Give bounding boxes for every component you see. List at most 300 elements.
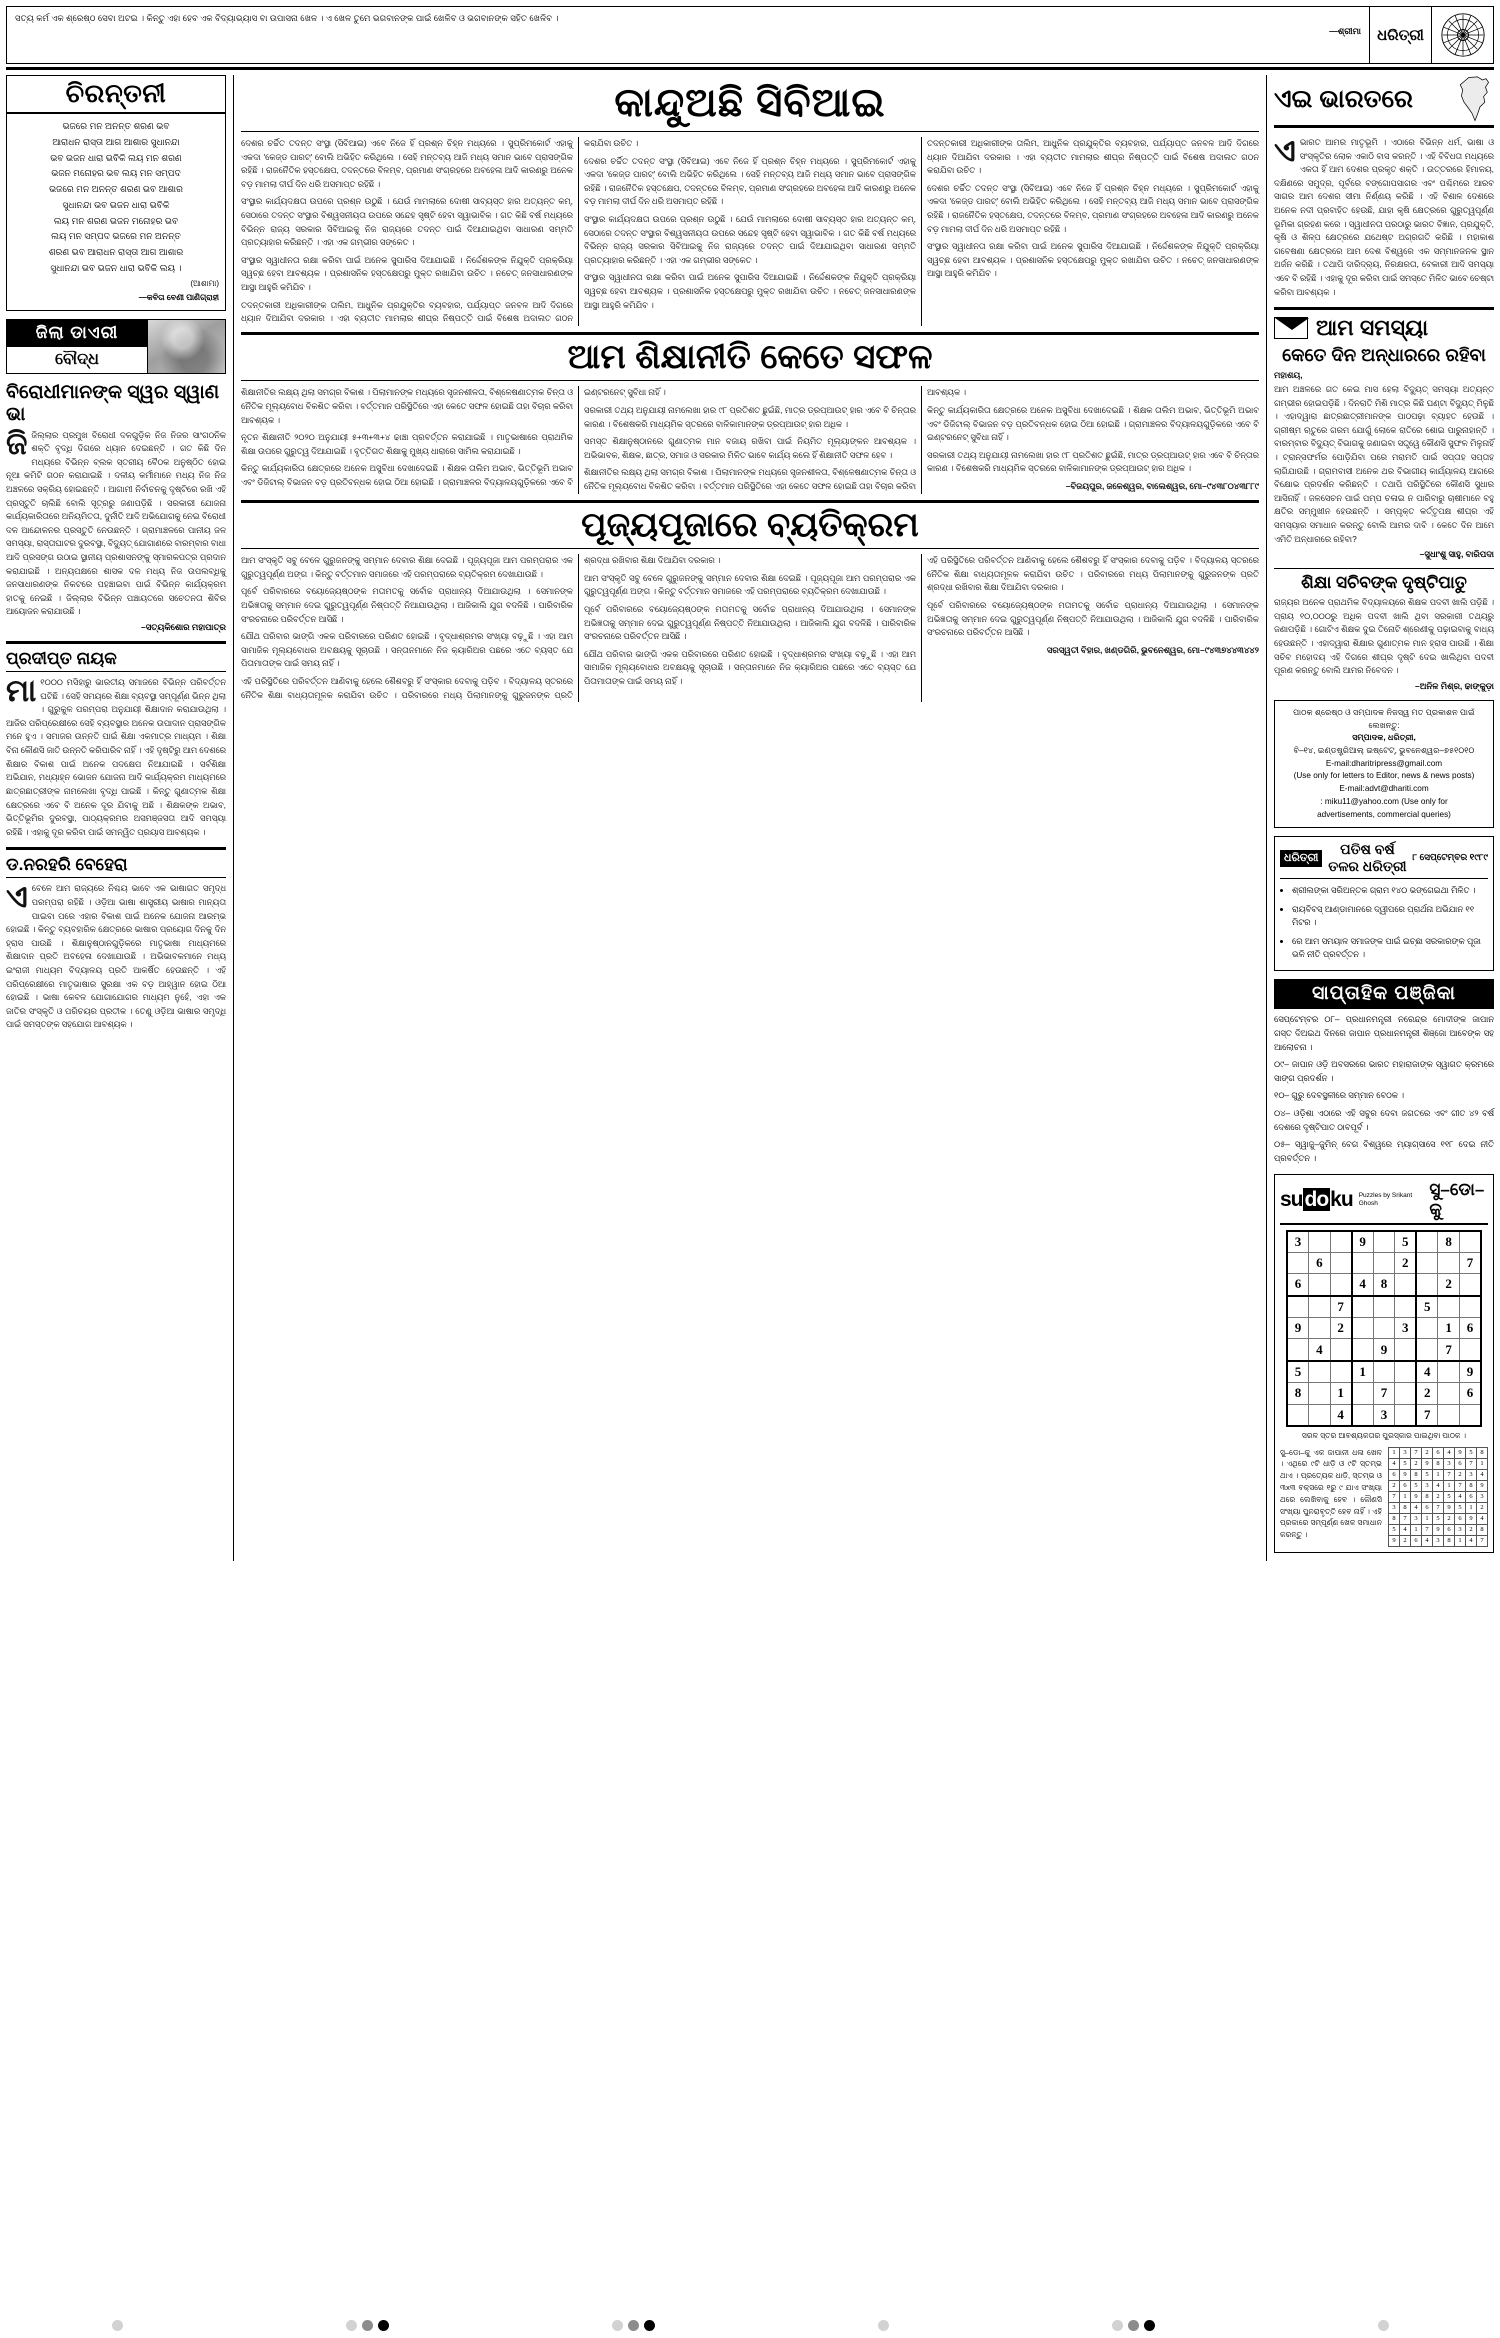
sudoku-cell[interactable]: 1 bbox=[1352, 1361, 1374, 1383]
dropcap: ଜି bbox=[6, 425, 28, 461]
sudoku-solution-cell: 2 bbox=[1444, 1513, 1455, 1524]
sudoku-solution-row bbox=[1389, 1469, 1488, 1480]
sudoku-cell[interactable]: 3 bbox=[1373, 1404, 1395, 1426]
panjika-item: ୦୫– ସ୍ୱାଜୁ–ଜୁମିନ୍ ବେଗ ବିଶ୍ୱରେ ମ୍ୟାଗ୍‌ସାସେ ୧୧୮ ଦେଇ ନୀତି ପ୍ରବର୍ତ୍ତନ । bbox=[1274, 1139, 1494, 1163]
story-para: କିନ୍ତୁ କାର୍ଯ୍ୟକାରିତା କ୍ଷେତ୍ରରେ ଅନେକ ଅସୁବିଧା ଦେଖାଦେଇଛି । ଶିକ୍ଷକ ତାଲିମ ଅଭାବ, ଭିତ୍ତିଭୂମି ଅଭାବ ଏବଂ ଡିଜିଟାଲ୍ ବିଭାଜନ ବଡ଼ ପ୍ରତିବନ୍ଧକ ହୋଇ ଠିଆ ହୋଇଛି । ଗ୍ରାମାଞ୍ଚଳର ବିଦ୍ୟାଳୟଗୁଡ଼ିକରେ ଏବେ ବି ଇଣ୍ଟରନେଟ୍ ସୁବିଧା ନାହିଁ । bbox=[927, 404, 1259, 443]
sudoku-solution-cell: 1 bbox=[1477, 1458, 1488, 1469]
sudoku-cell[interactable] bbox=[1373, 1361, 1395, 1383]
sudoku-cell[interactable] bbox=[1438, 1361, 1460, 1383]
problem-salutation: ମହାଶୟ, bbox=[1274, 370, 1303, 381]
wheel-svg bbox=[1440, 12, 1486, 58]
article-birodhi-text: ଜିଲ୍ଲାର ପ୍ରମୁଖ ବିରୋଧୀ ଦଳଗୁଡ଼ିକ ନିଜ ନିଜର ସାଂଗଠନିକ ଶକ୍ତି ବୃଦ୍ଧି ଦିଗରେ ଧ୍ୟାନ ଦେଇଛନ୍ତି । ଗତ କିଛି ଦିନ ମଧ୍ୟରେ ବିଭିନ୍ନ ବ୍ଲକ ସ୍ତରୀୟ ବୈଠକ ଅନୁଷ୍ଠିତ ହୋଇ ନୂଆ କମିଟି ଗଠନ କରାଯାଇଛି । ଦଳୀୟ କର୍ମୀମାନେ ମଧ୍ୟ ନିଜ ନିଜ ଅଞ୍ଚଳରେ ସକ୍ରିୟ ହୋଇଛନ୍ତି । ଆଗାମୀ ନିର୍ବାଚନକୁ ଦୃଷ୍ଟିରେ ରଖି ଏହି ପ୍ରସ୍ତୁତି ଚାଲିଛି ବୋଲି ସୂତ୍ରରୁ ଜଣାପଡ଼ିଛି । ସରକାରୀ ଯୋଜନା କାର୍ଯ୍ୟକାରିତାରେ ଅନିୟମିତତା, ଦୁର୍ନୀତି ଆଦି ଅଭିଯୋଗକୁ ନେଇ ବିରୋଧୀ ଦଳ ଆନ୍ଦୋଳନର ପ୍ରସ୍ତୁତି ନେଉଛନ୍ତି । ଗ୍ରାମାଞ୍ଚଳରେ ପାନୀୟ ଜଳ ସମସ୍ୟା, ରାସ୍ତାଘାଟର ଦୁରବସ୍ଥା, ବିଦ୍ୟୁତ୍ ଯୋଗାଣରେ ବାରମ୍ବାର ବାଧା ଆଦି ପ୍ରସଙ୍ଗ ଉଠାଇ ସ୍ଥାନୀୟ ପ୍ରଶାସନଙ୍କୁ ସ୍ମାରକପତ୍ର ପ୍ରଦାନ କରାଯାଇଛି । ଅନ୍ୟପକ୍ଷରେ ଶାସକ ଦଳ ମଧ୍ୟ ନିଜ ଉପଲବ୍ଧିକୁ ଜନସାଧାରଣଙ୍କ ନିକଟରେ ପହଞ୍ଚାଇବା ପାଇଁ ବିଭିନ୍ନ କାର୍ଯ୍ୟକ୍ରମ ହାତକୁ ନେଇଛି । ଜିଲ୍ଲାର ବିଭିନ୍ନ ପଞ୍ଚାୟତରେ ସଚେତନତା ଶିବିର ଆୟୋଜନ କରାଯାଉଛି । bbox=[6, 429, 226, 617]
sudoku-cell[interactable] bbox=[1287, 1339, 1309, 1361]
sudoku-solution-cell: 3 bbox=[1444, 1458, 1455, 1469]
sudoku-cell[interactable]: 9 bbox=[1287, 1317, 1309, 1339]
sudoku-cell[interactable] bbox=[1352, 1339, 1374, 1361]
sudoku-cell[interactable]: 2 bbox=[1416, 1382, 1438, 1404]
sudoku-cell[interactable]: 8 bbox=[1287, 1382, 1309, 1404]
sudoku-solution-cell: 7 bbox=[1433, 1502, 1444, 1513]
story-para: ଯୌଥ ପରିବାର ଭାଙ୍ଗି ଏକକ ପରିବାରରେ ପରିଣତ ହୋଇଛି । ବୃଦ୍ଧାଶ୍ରମର ସଂଖ୍ୟା ବଢ଼ୁଛି । ଏହା ଆମ ସାମାଜିକ ମୂଲ୍ୟବୋଧର ଅବକ୍ଷୟକୁ ସୂଚାଉଛି । ସନ୍ତାନମାନେ ନିଜ କ୍ୟାରିଅର ପଛରେ ଏତେ ବ୍ୟସ୍ତ ଯେ ପିତାମାତାଙ୍କ ପାଇଁ ସମୟ ନାହିଁ । bbox=[241, 631, 573, 669]
story-para: ଶିକ୍ଷାନୀତିର ଲକ୍ଷ୍ୟ ଥିଲା ସମଗ୍ର ବିକାଶ । ପିଲାମାନଙ୍କ ମଧ୍ୟରେ ସୃଜନଶୀଳତା, ବିଶ୍ଳେଷଣାତ୍ମକ ଚିନ୍ତା ଓ ନୈତିକ ମୂଲ୍ୟବୋଧ ବିକଶିତ କରିବା । ବର୍ତ୍ତମାନ ପରିସ୍ଥିତିରେ ଏହା କେତେ ସଫଳ ହୋଇଛି ତାହା ବିଚାର କରିବା ଆବଶ୍ୟକ । bbox=[241, 387, 573, 425]
sudoku-cell[interactable] bbox=[1416, 1252, 1438, 1274]
sudoku-solution-cell: 4 bbox=[1422, 1535, 1433, 1546]
sudoku-cell[interactable]: 5 bbox=[1287, 1361, 1309, 1383]
sudoku-solution-row bbox=[1389, 1524, 1488, 1535]
article-pradipta-body bbox=[6, 673, 226, 839]
sudoku-solution-cell: 3 bbox=[1433, 1535, 1444, 1546]
sudoku-logo-su: su bbox=[1280, 1187, 1303, 1211]
sudoku-cell[interactable] bbox=[1330, 1274, 1352, 1296]
contact-email[interactable]: E-mail:advt@dhariti.com bbox=[1339, 784, 1429, 794]
article-birodhi-attrib: –ସତ୍ୟକିଶୋର ମହାପାତ୍ର bbox=[140, 622, 226, 633]
sudoku-cell[interactable]: 7 bbox=[1438, 1339, 1460, 1361]
sudoku-solution-cell: 6 bbox=[1466, 1491, 1477, 1502]
contact-line: ସମ୍ପାଦକ, ଧରିତ୍ରୀ, bbox=[1352, 733, 1416, 743]
story-education-attrib: –ବିଜୟପୁର, ଜଳେଶ୍ୱର, ବାଲେଶ୍ୱର, ମୋ–୯୪୩୮୦୪୩୮୮୯ bbox=[1065, 480, 1259, 491]
archive-logo: ଧରିତ୍ରୀ bbox=[1280, 850, 1322, 867]
sudoku-solution-cell: 2 bbox=[1389, 1480, 1400, 1491]
reg-group bbox=[1378, 2320, 1389, 2331]
sudoku-solution-cell: 3 bbox=[1477, 1491, 1488, 1502]
sudoku-credit: Puzzles by Srikant Ghosh bbox=[1358, 1192, 1413, 1207]
sudoku-solution-cell: 8 bbox=[1466, 1480, 1477, 1491]
sudoku-cell[interactable] bbox=[1438, 1252, 1460, 1274]
sudoku-cell[interactable]: 6 bbox=[1459, 1382, 1481, 1404]
sudoku-cell[interactable] bbox=[1395, 1382, 1417, 1404]
story-para: ତଦନ୍ତକାରୀ ଅଧିକାରୀଙ୍କ ତାଲିମ, ଆଧୁନିକ ପ୍ରଯୁକ୍ତିର ବ୍ୟବହାର, ପର୍ଯ୍ୟାପ୍ତ ଜନବଳ ଆଦି ଦିଗରେ ଧ୍ୟାନ ଦିଆଯିବା ଦରକାର । ଏହା ବ୍ୟତୀତ ମାମଲାର ଶୀଘ୍ର ନିଷ୍ପତ୍ତି ପାଇଁ ବିଶେଷ ଅଦାଲତ ଗଠନ କରାଯିବା ଉଚିତ । bbox=[241, 138, 639, 324]
sudoku-solution-cell: 8 bbox=[1389, 1513, 1400, 1524]
sudoku-cell[interactable] bbox=[1438, 1296, 1460, 1318]
sudoku-cell[interactable] bbox=[1309, 1361, 1331, 1383]
problem-attrib: –ସୁଧାଂଶୁ ସାହୁ, ବାରିପଦା bbox=[1419, 549, 1494, 560]
sudoku-solution-cell: 7 bbox=[1411, 1447, 1422, 1458]
story-para: ପୂର୍ବେ ପରିବାରରେ ବୟୋଜ୍ୟେଷ୍ଠଙ୍କ ମତାମତକୁ ସର୍ବୋଚ୍ଚ ପ୍ରାଧାନ୍ୟ ଦିଆଯାଉଥିଲା । ସେମାନଙ୍କ ଅଭିଜ୍ଞତାକୁ ସମ୍ମାନ ଦେଇ ଗୁରୁତ୍ୱପୂର୍ଣ୍ଣ ନିଷ୍ପତ୍ତି ନିଆଯାଉଥିଲା । ଆଜିକାଲି ଯୁଗ ବଦଳିଛି । ପାରିବାରିକ ସଂରଚନାରେ ପରିବର୍ତ୍ତନ ଆସିଛି । bbox=[241, 586, 573, 624]
story-para: ଆମ ସଂସ୍କୃତି ସବୁ ବେଳେ ଗୁରୁଜନଙ୍କୁ ସମ୍ମାନ ଦେବାର ଶିକ୍ଷା ଦେଇଛି । ପୂଜ୍ୟପୂଜା ଆମ ପରମ୍ପରାର ଏକ ଗୁରୁତ୍ୱପୂର୍ଣ୍ଣ ଅଙ୍ଗ । କିନ୍ତୁ ବର୍ତ୍ତମାନ ସମାଜରେ ଏହି ପରମ୍ପରାରେ ବ୍ୟତିକ୍ରମ ଦେଖାଯାଉଛି । bbox=[241, 555, 573, 579]
archive-item: • ରେ ଆମ ସମୟାଳ ସମାଜଙ୍କ ପାଇଁ ଇଚ୍ଛା ସରକାରଙ୍କ ପୂଜା ଭଳି ନୀତି ପ୍ରବର୍ତ୍ତନ । bbox=[1292, 935, 1488, 962]
sudoku-solution-cell: 5 bbox=[1433, 1513, 1444, 1524]
sudoku-cell[interactable]: 9 bbox=[1373, 1339, 1395, 1361]
sudoku-cell[interactable] bbox=[1416, 1274, 1438, 1296]
sudoku-solution-cell: 9 bbox=[1455, 1447, 1466, 1458]
sudoku-solution-cell: 2 bbox=[1466, 1524, 1477, 1535]
sudoku-solution-cell: 4 bbox=[1477, 1513, 1488, 1524]
panjika-item: ୧୦– ଗୁରୁ ଦେବସ୍ଥଳୀରେ ସମ୍ମାନ ବେଠକ । bbox=[1274, 1090, 1405, 1101]
sudoku-cell[interactable] bbox=[1309, 1404, 1331, 1426]
sudoku-solution-cell: 4 bbox=[1411, 1502, 1422, 1513]
sudoku-solution-cell: 6 bbox=[1444, 1524, 1455, 1535]
sudoku-solution-cell: 1 bbox=[1444, 1480, 1455, 1491]
sudoku-cell[interactable]: 7 bbox=[1330, 1296, 1352, 1318]
sudoku-row bbox=[1287, 1382, 1481, 1404]
sudoku-cell[interactable]: 7 bbox=[1459, 1252, 1481, 1274]
story-para: ସଂସ୍ଥାର ସ୍ୱାଧୀନତା ରକ୍ଷା କରିବା ପାଇଁ ଅନେକ ସୁପାରିସ ଦିଆଯାଇଛି । ନିର୍ଦ୍ଦେଶକଙ୍କ ନିଯୁକ୍ତି ପ୍ରକ୍ରିୟା ସ୍ୱଚ୍ଛ ହେବା ଆବଶ୍ୟକ । ପ୍ରଶାସନିକ ହସ୍ତକ୍ଷେପରୁ ମୁକ୍ତ ରଖାଯିବା ଉଚିତ । ନଚେତ୍ ଜନସାଧାରଣଙ୍କ ଆସ୍ଥା ଆହୁରି କମିଯିବ । bbox=[241, 254, 573, 293]
sudoku-cell[interactable]: 3 bbox=[1395, 1317, 1417, 1339]
story-para: ଯୌଥ ପରିବାର ଭାଙ୍ଗି ଏକକ ପରିବାରରେ ପରିଣତ ହୋଇଛି । ବୃଦ୍ଧାଶ୍ରମର ସଂଖ୍ୟା ବଢ଼ୁଛି । ଏହା ଆମ ସାମାଜିକ ମୂଲ୍ୟବୋଧର ଅବକ୍ଷୟକୁ ସୂଚାଉଛି । ସନ୍ତାନମାନେ ନିଜ କ୍ୟାରିଅର ପଛରେ ଏତେ ବ୍ୟସ୍ତ ଯେ ପିତାମାତାଙ୍କ ପାଇଁ ସମୟ ନାହିଁ । bbox=[584, 648, 916, 686]
contact-email[interactable]: : miku11@yahoo.com (Use only for bbox=[1320, 796, 1448, 806]
story-para: ଦେଶର ଚର୍ଚ୍ଚିତ ତଦନ୍ତ ସଂସ୍ଥା (ସିବିଆଇ) ଏବେ ନିଜେ ହିଁ ପ୍ରଶ୍ନ ଚିହ୍ନ ମଧ୍ୟରେ । ସୁପ୍ରିମକୋର୍ଟ ଏହାକୁ ଏକଦା 'କେଜ୍‌ଡ ପାରଟ୍' ବୋଲି ଅଭିହିତ କରିଥିଲେ । ସେହି ମନ୍ତବ୍ୟ ଆଜି ମଧ୍ୟ ସମାନ ଭାବେ ପ୍ରାସଙ୍ଗିକ ରହିଛି । ରାଜନୈତିକ ହସ୍ତକ୍ଷେପ, ତଦନ୍ତରେ ବିଳମ୍ବ, ପ୍ରମାଣ ସଂଗ୍ରହରେ ଅବହେଳା ଆଦି କାରଣରୁ ଅନେକ ବଡ଼ ମାମଲା ଦୀର୍ଘ ଦିନ ଧରି ଅସମାପ୍ତ ରହିଛି । bbox=[241, 138, 573, 189]
sudoku-solution-row bbox=[1389, 1513, 1488, 1524]
archive-date: ୮ ସେପ୍ଟେମ୍ବର ୧୯୮୯ bbox=[1412, 852, 1488, 863]
sudoku-cell[interactable] bbox=[1352, 1404, 1374, 1426]
sudoku-solution-wrap bbox=[1280, 1447, 1488, 1547]
sudoku-cell[interactable] bbox=[1352, 1317, 1374, 1339]
konark-wheel-icon bbox=[1431, 7, 1493, 63]
sudoku-header bbox=[1280, 1180, 1488, 1225]
sudoku-cell[interactable]: 6 bbox=[1287, 1274, 1309, 1296]
sudoku-solution-cell: 8 bbox=[1422, 1491, 1433, 1502]
sudoku-cell[interactable] bbox=[1459, 1339, 1481, 1361]
sudoku-solution-row bbox=[1389, 1480, 1488, 1491]
sudoku-cell[interactable] bbox=[1373, 1231, 1395, 1253]
story-para: ଏହି ପରିସ୍ଥିତିରେ ପରିବର୍ତ୍ତନ ଆଣିବାକୁ ହେଲେ ଶୈଶବରୁ ହିଁ ସଂସ୍କାର ଦେବାକୁ ପଡ଼ିବ । ବିଦ୍ୟାଳୟ ସ୍ତରରେ ନୈତିକ ଶିକ୍ଷା ବାଧ୍ୟତାମୂଳକ କରାଯିବା ଉଚିତ । ପରିବାରରେ ମଧ୍ୟ ପିଲାମାନଙ୍କୁ ଗୁରୁଜନଙ୍କ ପ୍ରତି ଶ୍ରଦ୍ଧା ରଖିବାର ଶିକ୍ଷା ଦିଆଯିବା ଦରକାର । bbox=[927, 555, 1259, 593]
buddha-photo bbox=[147, 320, 225, 373]
sudoku-row bbox=[1287, 1274, 1481, 1296]
jila-diary-band: ଜିଲା ଡାଏରୀ bbox=[7, 320, 147, 346]
sudoku-cell[interactable]: 8 bbox=[1438, 1231, 1460, 1253]
headline-pujya: ପୂଜ୍ୟପୂଜାରେ ବ୍ୟତିକ୍ରମ bbox=[581, 505, 919, 544]
article-narahari bbox=[6, 855, 226, 1032]
article-narahari-body bbox=[6, 879, 226, 1032]
sudoku-cell[interactable]: 4 bbox=[1330, 1404, 1352, 1426]
ei-bharatare-body bbox=[1274, 133, 1494, 299]
top-quote-strip bbox=[6, 6, 1494, 64]
reg-group bbox=[612, 2320, 655, 2331]
dropcap: ଏ bbox=[6, 879, 28, 915]
sudoku-solution-cell: 5 bbox=[1411, 1480, 1422, 1491]
sudoku-row bbox=[1287, 1252, 1481, 1274]
sudoku-solution-cell: 6 bbox=[1411, 1535, 1422, 1546]
sudoku-cell[interactable] bbox=[1459, 1231, 1481, 1253]
sudoku-solution-cell: 7 bbox=[1466, 1458, 1477, 1469]
sudoku-cell[interactable] bbox=[1416, 1317, 1438, 1339]
sudoku-cell[interactable] bbox=[1309, 1296, 1331, 1318]
poem-line: ସୁଧାନନ୍ଦା ଭବ ଭଜନ ଧାରା ଭବିକି ଲୟ । bbox=[50, 262, 182, 273]
sudoku-cell[interactable]: 5 bbox=[1416, 1296, 1438, 1318]
center-column bbox=[234, 75, 1266, 1561]
sudoku-cell[interactable]: 4 bbox=[1416, 1361, 1438, 1383]
sudoku-solution-cell: 1 bbox=[1466, 1502, 1477, 1513]
sudoku-solution-cell: 6 bbox=[1455, 1513, 1466, 1524]
left-column bbox=[6, 75, 234, 1561]
dropcap: ଏ bbox=[1274, 133, 1296, 168]
sudoku-solution-cell: 7 bbox=[1455, 1480, 1466, 1491]
archive-list bbox=[1280, 884, 1488, 961]
panjika-item: ସେପ୍ଟେମ୍ବର ୦୮– ପ୍ରଧାନମନ୍ତ୍ରୀ ନରେନ୍ଦ୍ର ମୋଦୀଙ୍କ ଜାପାନ ଗସ୍ତ ଦିଅଇଥ ଦିନରେ ଜାପାନ ପ୍ରଧାନମନ୍ତ୍ରୀ ଶିଞ୍ଜୋ ଆବେଙ୍କ ସହ ଆଲୋଚନା । bbox=[1274, 1014, 1494, 1052]
sudoku-cell[interactable] bbox=[1352, 1382, 1374, 1404]
sudoku-solution-cell: 7 bbox=[1389, 1491, 1400, 1502]
sudoku-solution-cell: 1 bbox=[1422, 1513, 1433, 1524]
sudoku-cell[interactable]: 7 bbox=[1373, 1382, 1395, 1404]
sudoku-solution-row bbox=[1389, 1502, 1488, 1513]
sudoku-logo bbox=[1280, 1188, 1353, 1212]
sudoku-solution-cell: 2 bbox=[1400, 1535, 1411, 1546]
article-birodhi-body bbox=[6, 425, 226, 620]
panjika-item: ୦୯– ଜାପାନ ଓଡ଼ି ଅବସରରେ ଭାରତ ମହାରାଜାଙ୍କ ସ୍ୱାଗତ କ୍ରମରେ ସାଙ୍ଗ ପ୍ରଦର୍ଶନ । bbox=[1274, 1059, 1494, 1083]
sudoku-solution-cell: 3 bbox=[1422, 1480, 1433, 1491]
contact-line: (Use only for letters to Editor, news & news posts) bbox=[1293, 771, 1475, 781]
sudoku-row bbox=[1287, 1404, 1481, 1426]
sudoku-solution-cell: 8 bbox=[1400, 1502, 1411, 1513]
sudoku-solution-cell: 9 bbox=[1444, 1502, 1455, 1513]
sudoku-cell[interactable]: 9 bbox=[1352, 1231, 1374, 1253]
quote-body: ସତ୍ୟ କର୍ମ ଏକ ଶ୍ରେଷ୍ଠ ସେବା ଅଟଇ । କିନ୍ତୁ ଏହା ହେବ ଏକ ବିଦ୍ୟାଭ୍ୟାସ ବା ଉପାସନା ଖେଳ । ଏ ଖେଳ ତୁମେ ଭଗବାନଙ୍କ ପାଇଁ ଖେଳିବ ଓ ଭଗବାନଙ୍କ ସହିତ ଖେଳିବ । bbox=[15, 13, 559, 23]
sudoku-cell[interactable] bbox=[1309, 1382, 1331, 1404]
edu-title: ଶିକ୍ଷା ସଚିବଙ୍କ ଦୃଷ୍ଟିପାତୁ bbox=[1301, 573, 1467, 593]
story-cbi-body bbox=[241, 137, 1259, 326]
sudoku-cell[interactable]: 7 bbox=[1416, 1404, 1438, 1426]
story-pujya-body bbox=[241, 554, 1259, 702]
sudoku-cell[interactable]: 9 bbox=[1459, 1361, 1481, 1383]
envelope-icon bbox=[1274, 317, 1308, 339]
sudoku-solution-cell: 9 bbox=[1477, 1480, 1488, 1491]
sudoku-solution-cell: 8 bbox=[1411, 1469, 1422, 1480]
sudoku-solution-cell: 3 bbox=[1389, 1502, 1400, 1513]
top-quote-text bbox=[7, 7, 1369, 63]
sudoku-cell[interactable] bbox=[1287, 1404, 1309, 1426]
sudoku-cell[interactable] bbox=[1373, 1252, 1395, 1274]
sudoku-solution-cell: 9 bbox=[1411, 1491, 1422, 1502]
sudoku-solution-cell: 7 bbox=[1422, 1524, 1433, 1535]
sudoku-solution-cell: 7 bbox=[1400, 1513, 1411, 1524]
sudoku-logo-ku: ku bbox=[1330, 1187, 1353, 1211]
sudoku-solution-cell: 1 bbox=[1455, 1535, 1466, 1546]
main-grid bbox=[6, 75, 1494, 1561]
sudoku-solution-cell: 9 bbox=[1389, 1535, 1400, 1546]
problem-body bbox=[1274, 369, 1494, 546]
article-birodhi-title: ବିରୋଧୀମାନଙ୍କ ସ୍ୱର ସ୍ୱାଣ bbox=[6, 381, 220, 403]
sudoku-cell[interactable] bbox=[1373, 1317, 1395, 1339]
sudoku-solution-cell: 8 bbox=[1477, 1524, 1488, 1535]
sudoku-cell[interactable]: 2 bbox=[1330, 1317, 1352, 1339]
poem-line: ଭଜରେ ମନ ଅନନ୍ତ ଶରଣ ଭବ bbox=[62, 121, 170, 131]
sudoku-cell[interactable] bbox=[1330, 1339, 1352, 1361]
sudoku-solution-cell: 6 bbox=[1455, 1458, 1466, 1469]
sudoku-cell[interactable] bbox=[1309, 1317, 1331, 1339]
sudoku-solution-cell: 5 bbox=[1444, 1491, 1455, 1502]
sudoku-cell[interactable]: 2 bbox=[1395, 1252, 1417, 1274]
sudoku-solution-cell: 2 bbox=[1422, 1447, 1433, 1458]
sudoku-cell[interactable]: 6 bbox=[1459, 1317, 1481, 1339]
sudoku-solution-cell: 6 bbox=[1433, 1447, 1444, 1458]
ama-samasya-band: ଆମ ସମସ୍ୟା bbox=[1316, 315, 1429, 341]
sudoku-solution-cell: 8 bbox=[1433, 1458, 1444, 1469]
sudoku-solution-cell: 4 bbox=[1433, 1480, 1444, 1491]
sudoku-cell[interactable]: 4 bbox=[1352, 1274, 1374, 1296]
sudoku-cell[interactable] bbox=[1395, 1404, 1417, 1426]
sudoku-solution-cell: 2 bbox=[1433, 1491, 1444, 1502]
sudoku-cell[interactable] bbox=[1438, 1404, 1460, 1426]
sudoku-cell[interactable] bbox=[1438, 1382, 1460, 1404]
sudoku-solution-cell: 5 bbox=[1455, 1502, 1466, 1513]
sudoku-solution-cell: 3 bbox=[1411, 1513, 1422, 1524]
sudoku-cell[interactable]: 1 bbox=[1438, 1317, 1460, 1339]
ei-bharatare-text: ଭାରତ ଆମର ମାତୃଭୂମି । ଏଠାରେ ବିଭିନ୍ନ ଧର୍ମ, ଭାଷା ଓ ସଂସ୍କୃତିର ଲୋକ ଏକାଠି ବାସ କରନ୍ତି । ଏହି ବିବିଧତା ମଧ୍ୟରେ ଏକତା ହିଁ ଆମ ଦେଶର ପ୍ରକୃତ ଶକ୍ତି । ଉତ୍ତରରେ ହିମାଳୟ, ଦକ୍ଷିଣରେ ସମୁଦ୍ର, ପୂର୍ବରେ ବଙ୍ଗୋପସାଗର ଏବଂ ପଶ୍ଚିମରେ ଆରବ ସାଗର ଆମ ଦେଶର ସୀମା ନିର୍ଣ୍ଣୟ କରିଛି । ଏହି ବିଶାଳ ଦେଶରେ ଅନେକ ନଦୀ ପ୍ରବାହିତ ହେଉଛି, ଯାହା କୃଷି କ୍ଷେତ୍ରରେ ଗୁରୁତ୍ୱପୂର୍ଣ୍ଣ ଭୂମିକା ଗ୍ରହଣ କରେ । ସ୍ୱାଧୀନତା ପରଠାରୁ ଭାରତ ବିଜ୍ଞାନ, ପ୍ରଯୁକ୍ତି, କୃଷି ଓ ଶିଳ୍ପ କ୍ଷେତ୍ରରେ ଯଥେଷ୍ଟ ଅଗ୍ରଗତି କରିଛି । ମହାକାଶ ଗବେଷଣା କ୍ଷେତ୍ରରେ ଆମ ଦେଶ ବିଶ୍ୱରେ ଏକ ସମ୍ମାନଜନକ ସ୍ଥାନ ଅର୍ଜନ କରିଛି । ତଥାପି ଦାରିଦ୍ର୍ୟ, ନିରକ୍ଷରତା, ବେକାରୀ ଆଦି ସମସ୍ୟା ଏବେ ବି ରହିଛି । ଏହାକୁ ଦୂର କରିବା ପାଇଁ ସମସ୍ତେ ମିଳିତ ଭାବେ ଚେଷ୍ଟା କରିବା ଆବଶ୍ୟକ । bbox=[1274, 137, 1494, 297]
sudoku-cell[interactable]: 6 bbox=[1309, 1252, 1331, 1274]
story-education-body bbox=[241, 386, 1259, 493]
contact-box bbox=[1274, 700, 1494, 828]
print-registration-marks bbox=[0, 2314, 1500, 2336]
sudoku-solution-cell: 4 bbox=[1389, 1458, 1400, 1469]
dropcap: ମା bbox=[6, 673, 37, 709]
poem-line: ସୁଧାନନ୍ଦା ଭବ ଭଜନ ଧାରା ଭବିକି bbox=[62, 199, 170, 210]
sudoku-row bbox=[1287, 1317, 1481, 1339]
headline-education: ଆମ ଶିକ୍ଷାନୀତି କେତେ ସଫଳ bbox=[567, 337, 933, 376]
poem-line: ଲୟ ମନ ଶରଣ ଭଜନ ମନୋହର ଭବ bbox=[53, 215, 179, 226]
sudoku-solution-cell: 3 bbox=[1400, 1447, 1411, 1458]
archive-sub: ତଳର ଧରିତ୍ରୀ bbox=[1328, 858, 1407, 875]
sudoku-cell[interactable] bbox=[1395, 1296, 1417, 1318]
ei-bharatare-title: ଏଇ ଭାରତରେ bbox=[1274, 84, 1413, 113]
story-pujya-attrib: ସରସ୍ୱତୀ ବିହାର, ଖଣ୍ଡଗିରି, ଭୁବନେଶ୍ୱର, ମୋ–୯୪୩୭୪୪୩୪୪୨ bbox=[1046, 644, 1259, 655]
sudoku-cell[interactable] bbox=[1395, 1361, 1417, 1383]
sudoku-solution-cell: 1 bbox=[1411, 1524, 1422, 1535]
story-para: ଶିକ୍ଷାନୀତିର ଲକ୍ଷ୍ୟ ଥିଲା ସମଗ୍ର ବିକାଶ । ପିଲାମାନଙ୍କ ମଧ୍ୟରେ ସୃଜନଶୀଳତା, ବିଶ୍ଳେଷଣାତ୍ମକ ଚିନ୍ତା ଓ ନୈତିକ ମୂଲ୍ୟବୋଧ ବିକଶିତ କରିବା । ବର୍ତ୍ତମାନ ପରିସ୍ଥିତିରେ ଏହା କେତେ ସଫଳ ହୋଇଛି ତାହା ବିଚାର କରିବା ଆବଶ୍ୟକ । bbox=[584, 387, 967, 491]
sudoku-solution-cell: 5 bbox=[1466, 1447, 1477, 1458]
sudoku-row bbox=[1287, 1361, 1481, 1383]
sudoku-cell[interactable] bbox=[1459, 1274, 1481, 1296]
panjika-section bbox=[1274, 979, 1494, 1165]
edu-secretary-section bbox=[1274, 573, 1494, 692]
sudoku-cell[interactable] bbox=[1330, 1361, 1352, 1383]
story-para: ଦେଶର ଚର୍ଚ୍ଚିତ ତଦନ୍ତ ସଂସ୍ଥା (ସିବିଆଇ) ଏବେ ନିଜେ ହିଁ ପ୍ରଶ୍ନ ଚିହ୍ନ ମଧ୍ୟରେ । ସୁପ୍ରିମକୋର୍ଟ ଏହାକୁ ଏକଦା 'କେଜ୍‌ଡ ପାରଟ୍' ବୋଲି ଅଭିହିତ କରିଥିଲେ । ସେହି ମନ୍ତବ୍ୟ ଆଜି ମଧ୍ୟ ସମାନ ଭାବେ ପ୍ରାସଙ୍ଗିକ ରହିଛି । ରାଜନୈତିକ ହସ୍ତକ୍ଷେପ, ତଦନ୍ତରେ ବିଳମ୍ବ, ପ୍ରମାଣ ସଂଗ୍ରହରେ ଅବହେଳା ଆଦି କାରଣରୁ ଅନେକ ବଡ଼ ମାମଲା ଦୀର୍ଘ ଦିନ ଧରି ଅସମାପ୍ତ ରହିଛି । bbox=[927, 182, 1259, 234]
story-para: ପୂର୍ବେ ପରିବାରରେ ବୟୋଜ୍ୟେଷ୍ଠଙ୍କ ମତାମତକୁ ସର୍ବୋଚ୍ଚ ପ୍ରାଧାନ୍ୟ ଦିଆଯାଉଥିଲା । ସେମାନଙ୍କ ଅଭିଜ୍ଞତାକୁ ସମ୍ମାନ ଦେଇ ଗୁରୁତ୍ୱପୂର୍ଣ୍ଣ ନିଷ୍ପତ୍ତି ନିଆଯାଉଥିଲା । ଆଜିକାଲି ଯୁଗ ବଦଳିଛି । ପାରିବାରିକ ସଂରଚନାରେ ପରିବର୍ତ୍ତନ ଆସିଛି । bbox=[927, 599, 1259, 638]
sudoku-row bbox=[1287, 1231, 1481, 1253]
sudoku-cell[interactable] bbox=[1352, 1252, 1374, 1274]
edu-attrib: –ଅନିଳ ମିଶ୍ର, ଢାଙ୍କୁଡ଼ା bbox=[1414, 680, 1494, 691]
sudoku-cell[interactable] bbox=[1395, 1274, 1417, 1296]
story-para: ସଂସ୍ଥାର ସ୍ୱାଧୀନତା ରକ୍ଷା କରିବା ପାଇଁ ଅନେକ ସୁପାରିସ ଦିଆଯାଇଛି । ନିର୍ଦ୍ଦେଶକଙ୍କ ନିଯୁକ୍ତି ପ୍ରକ୍ରିୟା ସ୍ୱଚ୍ଛ ହେବା ଆବଶ୍ୟକ । ପ୍ରଶାସନିକ ହସ୍ତକ୍ଷେପରୁ ମୁକ୍ତ ରଖାଯିବା ଉଚିତ । ନଚେତ୍ ଜନସାଧାରଣଙ୍କ ଆସ୍ଥା ଆହୁରି କମିଯିବ । bbox=[584, 272, 916, 310]
sudoku-solution-text: ସୁ–ଡୋ–କୁ ଏକ ଜାପାନୀ ଧଳା ଖେଳ । ଏଥିରେ ୯ଟି ଧାଡ଼ି ଓ ୯ଟି ସ୍ତମ୍ଭ ଥାଏ । ପ୍ରତ୍ୟେକ ଧାଡ଼ି, ସ୍ତମ୍ଭ ଓ ୩x୩ ବକ୍ସରେ ୧ରୁ ୯ ଯାଏ ସଂଖ୍ୟା ଥରେ ଲେଖିବାକୁ ହେବ । କୌଣସି ସଂଖ୍ୟା ପୁନରାବୃତ୍ତି ହେବ ନାହିଁ । ଏହି ପ୍ରକାରେ ସମ୍ପୂର୍ଣ୍ଣ ଖେଳ ସମାଧାନ କରନ୍ତୁ । bbox=[1280, 1447, 1382, 1540]
poem-attrib-2: —କବିତା ବେଣୀ ପାଣିଗ୍ରାହୀ bbox=[138, 292, 219, 302]
sudoku-cell[interactable] bbox=[1459, 1296, 1481, 1318]
reg-group bbox=[346, 2320, 389, 2331]
article-birodhi-title2: ଭା bbox=[6, 403, 26, 425]
sudoku-cell[interactable]: 4 bbox=[1309, 1339, 1331, 1361]
sudoku-solution-grid bbox=[1388, 1447, 1488, 1547]
sudoku-cell[interactable] bbox=[1330, 1252, 1352, 1274]
sudoku-solution-cell: 7 bbox=[1444, 1469, 1455, 1480]
sudoku-solution-cell: 3 bbox=[1466, 1469, 1477, 1480]
sudoku-solution-cell: 9 bbox=[1422, 1458, 1433, 1469]
sudoku-cell[interactable] bbox=[1352, 1296, 1374, 1318]
right-column bbox=[1266, 75, 1494, 1561]
story-para: ଦେଶର ଚର୍ଚ୍ଚିତ ତଦନ୍ତ ସଂସ୍ଥା (ସିବିଆଇ) ଏବେ ନିଜେ ହିଁ ପ୍ରଶ୍ନ ଚିହ୍ନ ମଧ୍ୟରେ । ସୁପ୍ରିମକୋର୍ଟ ଏହାକୁ ଏକଦା 'କେଜ୍‌ଡ ପାରଟ୍' ବୋଲି ଅଭିହିତ କରିଥିଲେ । ସେହି ମନ୍ତବ୍ୟ ଆଜି ମଧ୍ୟ ସମାନ ଭାବେ ପ୍ରାସଙ୍ଗିକ ରହିଛି । ରାଜନୈତିକ ହସ୍ତକ୍ଷେପ, ତଦନ୍ତରେ ବିଳମ୍ବ, ପ୍ରମାଣ ସଂଗ୍ରହରେ ଅବହେଳା ଆଦି କାରଣରୁ ଅନେକ ବଡ଼ ମାମଲା ଦୀର୍ଘ ଦିନ ଧରି ଅସମାପ୍ତ ରହିଛି । bbox=[584, 155, 916, 207]
sudoku-cell[interactable] bbox=[1416, 1231, 1438, 1253]
poem-line: ଲୟ ମନ ସମ୍ପଦ ଭଜରେ ମନ ଅନନ୍ତ bbox=[51, 231, 181, 242]
sudoku-cell[interactable] bbox=[1287, 1296, 1309, 1318]
sudoku-solution-cell: 2 bbox=[1455, 1469, 1466, 1480]
sudoku-solution-cell: 1 bbox=[1400, 1491, 1411, 1502]
sudoku-solution-cell: 1 bbox=[1389, 1447, 1400, 1458]
problem-title: କେତେ ଦିନ ଅନ୍ଧାରରେ ରହିବା bbox=[1282, 345, 1486, 366]
story-para: ନୂତନ ଶିକ୍ଷାନୀତି ୨୦୨୦ ଅନୁଯାୟୀ ୫+୩+୩+୪ ଢାଞ୍ଚା ପ୍ରବର୍ତ୍ତନ କରାଯାଇଛି । ମାତୃଭାଷାରେ ପ୍ରାଥମିକ ଶିକ୍ଷା ଉପରେ ଗୁରୁତ୍ୱ ଦିଆଯାଇଛି । ବୃତ୍ତିଗତ ଶିକ୍ଷାକୁ ମୁଖ୍ୟ ଧାରାରେ ସାମିଲ କରାଯାଇଛି । bbox=[241, 432, 573, 456]
sudoku-solution-cell: 4 bbox=[1444, 1447, 1455, 1458]
sudoku-row bbox=[1287, 1296, 1481, 1318]
sudoku-solution-cell: 4 bbox=[1466, 1535, 1477, 1546]
sudoku-cell[interactable]: 3 bbox=[1287, 1231, 1309, 1253]
jila-diary-section bbox=[6, 319, 226, 374]
contact-line: advertisements, commercial queries) bbox=[1317, 809, 1451, 819]
story-para: ପୂର୍ବେ ପରିବାରରେ ବୟୋଜ୍ୟେଷ୍ଠଙ୍କ ମତାମତକୁ ସର୍ବୋଚ୍ଚ ପ୍ରାଧାନ୍ୟ ଦିଆଯାଉଥିଲା । ସେମାନଙ୍କ ଅଭିଜ୍ଞତାକୁ ସମ୍ମାନ ଦେଇ ଗୁରୁତ୍ୱପୂର୍ଣ୍ଣ ନିଷ୍ପତ୍ତି ନିଆଯାଉଥିଲା । ଆଜିକାଲି ଯୁଗ ବଦଳିଛି । ପାରିବାରିକ ସଂରଚନାରେ ପରିବର୍ତ୍ତନ ଆସିଛି । bbox=[584, 603, 916, 642]
archive-title: ପତିଷ ବର୍ଷ bbox=[1340, 841, 1395, 858]
poem-attrib-1: (ଆଶାମା) bbox=[190, 278, 219, 288]
sudoku-cell[interactable]: 2 bbox=[1438, 1274, 1460, 1296]
sudoku-solution-row bbox=[1389, 1447, 1488, 1458]
reg-group bbox=[112, 2320, 123, 2331]
sudoku-odia-title: ସୁ–ଡୋ–କୁ bbox=[1429, 1179, 1485, 1219]
poem-line: ଶରଣ ଭବ ଆରାଧନ ରାସ୍ତା ଆଗ ଆଶାର bbox=[48, 247, 184, 257]
sudoku-solution-cell: 6 bbox=[1389, 1469, 1400, 1480]
sudoku-row bbox=[1287, 1339, 1481, 1361]
sudoku-logo-do: do bbox=[1304, 1187, 1329, 1211]
sudoku-cell[interactable]: 8 bbox=[1373, 1274, 1395, 1296]
article-pradipta-text: ୧୦୦୦ ମସିହାରୁ ଭାରତୀୟ ସମାଜରେ ବିଭିନ୍ନ ପରିବର୍ତ୍ତନ ଘଟିଛି । ସେହି ସମୟରେ ଶିକ୍ଷା ବ୍ୟବସ୍ଥା ସମ୍ପୂର୍ଣ୍ଣ ଭିନ୍ନ ଥିଲା । ଗୁରୁକୁଳ ପରମ୍ପରା ଅନୁଯାୟୀ ଶିକ୍ଷାଦାନ କରାଯାଉଥିଲା । ଆଜିର ପରିପ୍ରେକ୍ଷୀରେ ସେହି ବ୍ୟବସ୍ଥାର ଅନେକ ଉପାଦାନ ପ୍ରାସଙ୍ଗିକ ମନେ ହୁଏ । ସମାଜର ଉନ୍ନତି ପାଇଁ ଶିକ୍ଷା ଏକମାତ୍ର ମାଧ୍ୟମ । ଶିକ୍ଷା ବିନା କୌଣସି ଜାତି ଉନ୍ନତି କରିପାରିବ ନାହିଁ । ଏହି ଦୃଷ୍ଟିରୁ ଆମ ଦେଶରେ ଶିକ୍ଷାର ବିକାଶ ପାଇଁ ଅନେକ ପଦକ୍ଷେପ ନିଆଯାଇଛି । ସର୍ବଶିକ୍ଷା ଅଭିଯାନ, ମଧ୍ୟାହ୍ନ ଭୋଜନ ଯୋଜନା ଆଦି କାର୍ଯ୍ୟକ୍ରମ ମାଧ୍ୟମରେ ଛାତ୍ରଛାତ୍ରୀଙ୍କ ନାମଲେଖା ବୃଦ୍ଧି ପାଇଛି । କିନ୍ତୁ ଗୁଣାତ୍ମକ ଶିକ୍ଷା କ୍ଷେତ୍ରରେ ଏବେ ବି ଅନେକ ଦୂର ଯିବାକୁ ଅଛି । ଶିକ୍ଷକଙ୍କ ଅଭାବ, ଭିତ୍ତିଭୂମିର ଦୁରବସ୍ଥା, ପାଠ୍ୟକ୍ରମର ଅସମଞ୍ଜସତା ଆଦି ସମସ୍ୟା ରହିଛି । ଏହାକୁ ଦୂର କରିବା ପାଇଁ ସମନ୍ୱିତ ପ୍ରୟାସ ଆବଶ୍ୟକ । bbox=[6, 677, 226, 837]
sudoku-solution-row bbox=[1389, 1491, 1488, 1502]
ei-bharatare-header bbox=[1274, 75, 1494, 128]
poem-body bbox=[7, 114, 225, 310]
sudoku-cell[interactable] bbox=[1395, 1339, 1417, 1361]
sudoku-cell[interactable] bbox=[1459, 1404, 1481, 1426]
sudoku-solution-cell: 3 bbox=[1455, 1524, 1466, 1535]
story-para: ସମସ୍ତ ଶିକ୍ଷାନୁଷ୍ଠାନରେ ଗୁଣାତ୍ମକ ମାନ ବଜାୟ ରଖିବା ପାଇଁ ନିୟମିତ ମୂଲ୍ୟାଙ୍କନ ଆବଶ୍ୟକ । ଅଭିଭାବକ, ଶିକ୍ଷକ, ଛାତ୍ର, ସମାଜ ଓ ସରକାର ମିଳିତ ଭାବେ କାର୍ଯ୍ୟ କଲେ ହିଁ ଶିକ୍ଷାନୀତି ସଫଳ ହେବ । bbox=[584, 436, 916, 460]
story-para: ସରକାରୀ ତଥ୍ୟ ଅନୁଯାୟୀ ନାମଲେଖା ହାର ୯୮ ପ୍ରତିଶତ ଛୁଇଁଛି, ମାତ୍ର ଡ୍ରପ୍‌ଆଉଟ୍ ହାର ଏବେ ବି ଚିନ୍ତାର କାରଣ । ବିଶେଷକରି ମାଧ୍ୟମିକ ସ୍ତରରେ ବାଳିକାମାନଙ୍କ ଡ୍ରପ୍‌ଆଉଟ୍ ହାର ଅଧିକ । bbox=[584, 404, 916, 429]
sudoku-cell[interactable] bbox=[1373, 1296, 1395, 1318]
sudoku-solution-cell: 8 bbox=[1477, 1447, 1488, 1458]
contact-line: ବି–୧୪, ଇଣ୍ଡଷ୍ଟ୍ରିଆଲ୍ ଇଷ୍ଟେଟ୍, ଭୁବନେଶ୍ୱର–୭୫୧୦୧୦ bbox=[1293, 746, 1475, 755]
sudoku-solution-cell: 5 bbox=[1389, 1524, 1400, 1535]
archive-item: • ଶ୍ରୀଲଙ୍କା ସରିଅନ୍ତକ ଗ୍ରାମ ୧୪୦ ଭଙ୍ଗେଇଥା ମିଳିତ । bbox=[1292, 884, 1488, 897]
poem-line: ଭଜନ ମନୋହର ଭବ ଲୟ ମନ ସମ୍ପଦ bbox=[51, 168, 181, 179]
panjika-body bbox=[1274, 1013, 1494, 1165]
sudoku-solution-cell: 5 bbox=[1422, 1469, 1433, 1480]
sudoku-cell[interactable] bbox=[1416, 1339, 1438, 1361]
sudoku-caption: ସରଳ ସ୍ତର ଆବଶ୍ୟକତାର ପୁରସ୍କାର ପାଇଥିବା ପାଠକ । bbox=[1301, 1430, 1467, 1440]
sudoku-solution-cell: 9 bbox=[1433, 1524, 1444, 1535]
sudoku-cell[interactable]: 1 bbox=[1330, 1382, 1352, 1404]
poem-line: ଭବ ଭଜନ ଧାରା ଭବିକି ଲୟ ମନ ଶରଣ bbox=[50, 152, 182, 163]
sudoku-cell[interactable] bbox=[1309, 1231, 1331, 1253]
sudoku-solution-cell: 7 bbox=[1477, 1535, 1488, 1546]
sudoku-solution-cell: 2 bbox=[1411, 1458, 1422, 1469]
sudoku-solution-cell: 1 bbox=[1433, 1469, 1444, 1480]
jila-diary-sub: ବୌଦ୍ଧ bbox=[7, 346, 147, 373]
story-para: କିନ୍ତୁ କାର୍ଯ୍ୟକାରିତା କ୍ଷେତ୍ରରେ ଅନେକ ଅସୁବିଧା ଦେଖାଦେଇଛି । ଶିକ୍ଷକ ତାଲିମ ଅଭାବ, ଭିତ୍ତିଭୂମି ଅଭାବ ଏବଂ ଡିଜିଟାଲ୍ ବିଭାଜନ ବଡ଼ ପ୍ରତିବନ୍ଧକ ହୋଇ ଠିଆ ହୋଇଛି । ଗ୍ରାମାଞ୍ଚଳର ବିଦ୍ୟାଳୟଗୁଡ଼ିକରେ ଏବେ ବି ଇଣ୍ଟରନେଟ୍ ସୁବିଧା ନାହିଁ । bbox=[241, 387, 666, 487]
story-para: ତଦନ୍ତକାରୀ ଅଧିକାରୀଙ୍କ ତାଲିମ, ଆଧୁନିକ ପ୍ରଯୁକ୍ତିର ବ୍ୟବହାର, ପର୍ଯ୍ୟାପ୍ତ ଜନବଳ ଆଦି ଦିଗରେ ଧ୍ୟାନ ଦିଆଯିବା ଦରକାର । ଏହା ବ୍ୟତୀତ ମାମଲାର ଶୀଘ୍ର ନିଷ୍ପତ୍ତି ପାଇଁ ବିଶେଷ ଅଦାଲତ ଗଠନ କରାଯିବା ଉଚିତ । bbox=[927, 138, 1259, 176]
sudoku-grid[interactable] bbox=[1286, 1230, 1482, 1427]
story-para: ଆମ ସଂସ୍କୃତି ସବୁ ବେଳେ ଗୁରୁଜନଙ୍କୁ ସମ୍ମାନ ଦେବାର ଶିକ୍ଷା ଦେଇଛି । ପୂଜ୍ୟପୂଜା ଆମ ପରମ୍ପରାର ଏକ ଗୁରୁତ୍ୱପୂର୍ଣ୍ଣ ଅଙ୍ଗ । କିନ୍ତୁ ବର୍ତ୍ତମାନ ସମାଜରେ ଏହି ପରମ୍ପରାରେ ବ୍ୟତିକ୍ରମ ଦେଖାଯାଉଛି । bbox=[584, 572, 916, 597]
archive-section bbox=[1274, 836, 1494, 971]
article-birodhi bbox=[6, 382, 226, 634]
sudoku-solution-cell: 2 bbox=[1477, 1502, 1488, 1513]
sudoku-cell[interactable] bbox=[1287, 1252, 1309, 1274]
poem-line: ଭଜରେ ମନ ଅନନ୍ତ ଶରଣ ଭବ ଆଶାର bbox=[49, 184, 183, 194]
sudoku-solution-cell: 6 bbox=[1400, 1480, 1411, 1491]
poem-line: ଆରାଧନ ରାସ୍ତା ଆଗ ଆଶାର ସୁଧାନନ୍ଦା bbox=[52, 136, 180, 147]
sudoku-solution-cell: 8 bbox=[1444, 1535, 1455, 1546]
article-narahari-title: ଡ.ନରହରି ବେହେରା bbox=[6, 855, 226, 878]
article-narahari-text: ବେଳେ ଆମ ରାଜ୍ୟରେ ନିଶ୍ଚୟ ଭାବେ ଏକ ଭାଷାଗତ ସମୃଦ୍ଧ ପରମ୍ପରା ରହିଛି । ଓଡ଼ିଆ ଭାଷା ଶାସ୍ତ୍ରୀୟ ଭାଷାର ମାନ୍ୟତା ପାଇବା ପରେ ଏହାର ବିକାଶ ପାଇଁ ଅନେକ ଯୋଜନା ଆରମ୍ଭ ହୋଇଛି । କିନ୍ତୁ ବ୍ୟବହାରିକ କ୍ଷେତ୍ରରେ ଭାଷାର ପ୍ରୟୋଗ ଦିନକୁ ଦିନ ହ୍ରାସ ପାଉଛି । ଶିକ୍ଷାନୁଷ୍ଠାନଗୁଡ଼ିକରେ ମାତୃଭାଷା ମାଧ୍ୟମରେ ଶିକ୍ଷାଦାନ ପ୍ରତି ଅବହେଳା ଦେଖାଯାଉଛି । ଅଭିଭାବକମାନେ ମଧ୍ୟ ଇଂରାଜୀ ମାଧ୍ୟମ ବିଦ୍ୟାଳୟ ପ୍ରତି ଆକର୍ଷିତ ହେଉଛନ୍ତି । ଏହି ପରିପ୍ରେକ୍ଷୀରେ ମାତୃଭାଷାର ସୁରକ୍ଷା ଏକ ବଡ଼ ଆହ୍ୱାନ ହୋଇ ଠିଆ ହୋଇଛି । ଭାଷା କେବଳ ଯୋଗାଯୋଗର ମାଧ୍ୟମ ନୁହେଁ, ଏହା ଏକ ଜାତିର ସଂସ୍କୃତି ଓ ପରିଚୟର ପ୍ରତୀକ । ତେଣୁ ଓଡ଼ିଆ ଭାଷାର ସମୃଦ୍ଧି ପାଇଁ ସମସ୍ତଙ୍କ ସହଯୋଗ ଆବଶ୍ୟକ । bbox=[6, 883, 226, 1030]
reg-group bbox=[1112, 2320, 1155, 2331]
contact-email[interactable]: E-mail:dharitripress@gmail.com bbox=[1325, 758, 1443, 768]
story-para: ସଂସ୍ଥାର କାର୍ଯ୍ୟଦକ୍ଷତା ଉପରେ ପ୍ରଶ୍ନ ଉଠୁଛି । ଯେଉଁ ମାମଲାରେ ଦୋଷୀ ସାବ୍ୟସ୍ତ ହାର ଅତ୍ୟନ୍ତ କମ୍, ସେଠାରେ ତଦନ୍ତ ସଂସ୍ଥାର ବିଶ୍ୱସନୀୟତା ଉପରେ ସନ୍ଦେହ ସୃଷ୍ଟି ହେବା ସ୍ୱାଭାବିକ । ଗତ କିଛି ବର୍ଷ ମଧ୍ୟରେ ବିଭିନ୍ନ ରାଜ୍ୟ ସରକାର ସିବିଆଇକୁ ନିଜ ରାଜ୍ୟରେ ତଦନ୍ତ ପାଇଁ ଦିଆଯାଇଥିବା ସାଧାରଣ ସମ୍ମତି ପ୍ରତ୍ୟାହାର କରିଛନ୍ତି । ଏହା ଏକ ଗମ୍ଭୀର ସଙ୍କେତ । bbox=[241, 196, 573, 248]
story-para: ସଂସ୍ଥାର କାର୍ଯ୍ୟଦକ୍ଷତା ଉପରେ ପ୍ରଶ୍ନ ଉଠୁଛି । ଯେଉଁ ମାମଲାରେ ଦୋଷୀ ସାବ୍ୟସ୍ତ ହାର ଅତ୍ୟନ୍ତ କମ୍, ସେଠାରେ ତଦନ୍ତ ସଂସ୍ଥାର ବିଶ୍ୱସନୀୟତା ଉପରେ ସନ୍ଦେହ ସୃଷ୍ଟି ହେବା ସ୍ୱାଭାବିକ । ଗତ କିଛି ବର୍ଷ ମଧ୍ୟରେ ବିଭିନ୍ନ ରାଜ୍ୟ ସରକାର ସିବିଆଇକୁ ନିଜ ରାଜ୍ୟରେ ତଦନ୍ତ ପାଇଁ ଦିଆଯାଇଥିବା ସାଧାରଣ ସମ୍ମତି ପ୍ରତ୍ୟାହାର କରିଛନ୍ତି । ଏହା ଏକ ଗମ୍ଭୀର ସଙ୍କେତ । bbox=[584, 214, 916, 265]
sudoku-solution-cell: 4 bbox=[1477, 1469, 1488, 1480]
chirantani-title: ଚିରନ୍ତନୀ bbox=[7, 76, 225, 114]
sudoku-cell[interactable]: 5 bbox=[1395, 1231, 1417, 1253]
sudoku-cell[interactable] bbox=[1330, 1231, 1352, 1253]
sudoku-cell[interactable] bbox=[1309, 1274, 1331, 1296]
panjika-band: ସାପ୍ତାହିକ ପଞ୍ଜିକା bbox=[1274, 979, 1494, 1009]
